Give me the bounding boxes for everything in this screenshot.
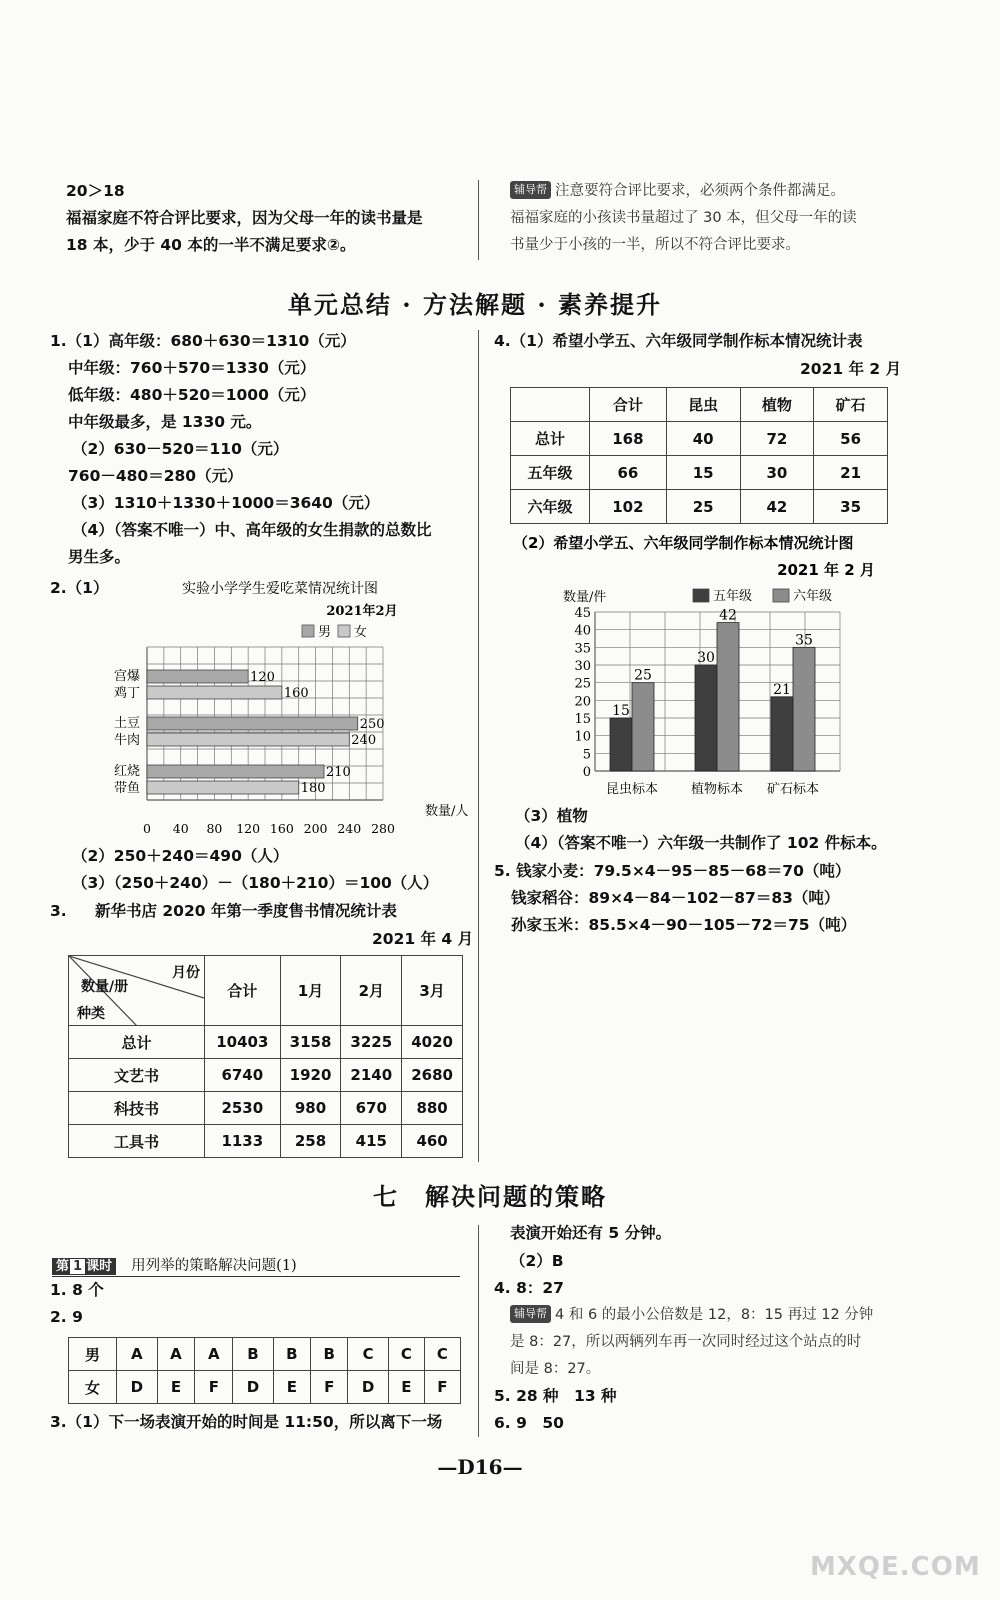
specimen-table [510, 387, 888, 524]
table-header-row [511, 388, 888, 422]
cell: 10403 [205, 1026, 281, 1059]
chart-bars [147, 670, 385, 796]
category-label: 牛肉 [113, 733, 140, 748]
text-line: 孙家玉米：85.5×4－90－105－72＝75（吨） [511, 916, 857, 934]
top-divider [478, 180, 479, 260]
q4-answers [515, 803, 887, 857]
cell: 40 [666, 422, 740, 456]
legend-label: 五年级 [713, 589, 753, 604]
data-label: 210 [326, 765, 351, 780]
lesson-post: 课时 [86, 1259, 113, 1274]
tick-label: 240 [337, 821, 362, 836]
table-row [511, 422, 888, 456]
bar [147, 717, 358, 730]
bar [695, 665, 717, 771]
text-line: （3）（250＋240）－（180＋210）＝100（人） [72, 874, 439, 892]
q3-date: 2021 年 4 月 [372, 930, 474, 948]
middle-divider [478, 330, 479, 1162]
table-row [69, 1338, 461, 1371]
data-label: 120 [250, 670, 275, 685]
bar [632, 683, 654, 771]
cell: C [348, 1338, 388, 1371]
cell: 56 [814, 422, 888, 456]
text-line: 1.（1）高年级：680＋630＝1310（元） [50, 332, 356, 350]
table-row [511, 490, 888, 524]
table-header [511, 388, 590, 422]
tick-label: 200 [303, 821, 328, 836]
data-label: 160 [283, 686, 309, 701]
data-label: 30 [697, 650, 715, 666]
r-line-3: 4. 8：27 [494, 1279, 564, 1297]
text-line: 间是 8：27。 [510, 1361, 601, 1377]
row-label: 总计 [511, 422, 590, 456]
cell: D [348, 1371, 388, 1404]
cell: F [311, 1371, 348, 1404]
tick-label: 80 [206, 821, 223, 836]
row-label: 科技书 [69, 1092, 205, 1125]
tick-label: 5 [582, 747, 591, 763]
table-row [511, 456, 888, 490]
tick-label: 0 [143, 821, 151, 836]
text-line: 1. 8 个 [50, 1281, 104, 1299]
axis-ticks [574, 606, 591, 780]
category-label: 宫爆 [113, 669, 140, 684]
category-label: 带鱼 [113, 781, 140, 796]
text-line: （4）（答案不唯一）六年级一共制作了 102 件标本。 [515, 834, 887, 852]
tick-label: 35 [574, 641, 591, 657]
page-number: —D16— [437, 1455, 523, 1479]
row-label: 文艺书 [69, 1059, 205, 1092]
category-label: 植物标本 [690, 782, 744, 797]
cell: 25 [666, 490, 740, 524]
cell: 3158 [280, 1026, 341, 1059]
vertical-bar-chart [495, 528, 905, 803]
cell: D [233, 1371, 273, 1404]
q3-label: 3. [50, 902, 67, 920]
table-header: 3月 [402, 956, 463, 1026]
bar [147, 781, 299, 794]
cell: 30 [740, 456, 814, 490]
cell: 980 [280, 1092, 341, 1125]
cell: E [157, 1371, 195, 1404]
lesson-pre: 第 [56, 1259, 70, 1274]
q4-title: 4.（1）希望小学五、六年级同学制作标本情况统计表 [494, 332, 863, 350]
table-header: 昆虫 [666, 388, 740, 422]
text-line: 4 和 6 的最小公倍数是 12，8：15 再过 12 分钟 [555, 1307, 874, 1323]
text-line: 低年级：480＋520＝1000（元） [68, 386, 316, 404]
table-row [69, 1059, 463, 1092]
table-row [69, 1092, 463, 1125]
tick-label: 10 [574, 729, 591, 745]
cell: 415 [341, 1125, 402, 1158]
cell: 66 [590, 456, 667, 490]
data-label: 180 [300, 781, 326, 796]
corner-top-label: 月份 [172, 965, 200, 981]
sales-table [68, 955, 463, 1158]
row-label: 总计 [69, 1026, 205, 1059]
q3-title: 新华书店 2020 年第一季度售书情况统计表 [95, 902, 397, 920]
r-line-4: 5. 28 种 13 种 [494, 1387, 617, 1405]
top-left-text [66, 178, 423, 259]
table-header: 植物 [740, 388, 814, 422]
tick-label: 15 [574, 712, 591, 727]
tick-label: 20 [574, 694, 591, 710]
q1-answer [50, 328, 432, 571]
text-line: 18 本，少于 40 本的一半不满足要求②。 [66, 236, 356, 254]
data-label: 250 [359, 717, 385, 732]
text-line: 20＞18 [66, 182, 125, 200]
lesson-title: 用列举的策略解决问题(1) [131, 1258, 297, 1274]
data-label: 35 [795, 632, 813, 649]
legend-label: 女 [354, 625, 368, 640]
row-label: 男 [69, 1338, 117, 1371]
table-header: 合计 [205, 956, 281, 1026]
bar [793, 647, 815, 771]
cell: 2530 [205, 1092, 281, 1125]
corner-header [69, 956, 205, 1026]
legend-label: 男 [318, 625, 332, 640]
table-header: 合计 [590, 388, 667, 422]
text-line: 书量少于小孩的一半，所以不符合评比要求。 [510, 237, 800, 253]
axis-ticks [143, 821, 395, 836]
section-title: 单元总结 · 方法解题 · 素养提升 [287, 290, 663, 319]
text-line: （4）（答案不唯一）中、高年级的女生捐款的总数比 [72, 521, 432, 539]
category-label: 土豆 [113, 716, 140, 731]
horizontal-bar-chart [100, 575, 470, 840]
q2-answers [72, 843, 438, 897]
row-label: 工具书 [69, 1125, 205, 1158]
row-label: 六年级 [511, 490, 590, 524]
tick-label: 45 [574, 606, 591, 621]
cell: 258 [280, 1125, 341, 1158]
cell: C [388, 1338, 424, 1371]
cell: 880 [402, 1092, 463, 1125]
data-label: 25 [634, 667, 652, 684]
cell: A [117, 1338, 157, 1371]
legend-swatch [773, 589, 789, 602]
cell: B [273, 1338, 310, 1371]
corner-mid-label: 数量/册 [81, 979, 129, 995]
text-line: 福福家庭不符合评比要求，因为父母一年的读书量是 [66, 209, 423, 227]
legend-label: 六年级 [793, 589, 833, 604]
cell: 1133 [205, 1125, 281, 1158]
table-row [69, 1026, 463, 1059]
text-line: （3）植物 [515, 807, 588, 825]
cell: 102 [590, 490, 667, 524]
r-line-5: 6. 9 50 [494, 1414, 564, 1432]
cell: A [157, 1338, 195, 1371]
chart-title: 实验小学学生爱吃菜情况统计图 [182, 581, 378, 597]
lesson-badge [52, 1258, 116, 1275]
q4-date: 2021 年 2 月 [800, 360, 902, 378]
chart-legend [693, 588, 832, 604]
bar [147, 765, 324, 778]
tick-label: 280 [371, 821, 395, 836]
bar [147, 686, 282, 699]
text-line: （3）1310＋1330＋1000＝3640（元） [72, 494, 380, 512]
data-label: 15 [612, 703, 630, 719]
row-label: 女 [69, 1371, 117, 1404]
cell: 6740 [205, 1059, 281, 1092]
chart-title: （2）希望小学五、六年级同学制作标本情况统计图 [513, 534, 854, 552]
chart-legend [302, 625, 367, 640]
bar [771, 697, 793, 771]
hint-badge: 辅导帮 [510, 181, 551, 199]
text-line: 注意要符合评比要求，必须两个条件都满足。 [555, 183, 845, 199]
text-line: （2）630－520＝110（元） [72, 440, 289, 458]
data-label: 240 [351, 733, 377, 748]
data-label: 42 [719, 607, 737, 624]
cell: 3225 [341, 1026, 402, 1059]
cell: B [233, 1338, 273, 1371]
tick-label: 0 [582, 765, 591, 780]
bar [610, 718, 632, 771]
y-axis-label: 数量/件 [563, 590, 607, 605]
bar [717, 623, 739, 771]
text-line: 5. 钱家小麦：79.5×4－95－85－68＝70（吨） [494, 862, 851, 880]
chapter-title: 七 解决问题的策略 [373, 1182, 607, 1211]
pairing-table [68, 1337, 461, 1404]
category-label: 昆虫标本 [605, 782, 659, 797]
cell: 670 [341, 1092, 402, 1125]
category-labels [606, 781, 819, 797]
cell: 460 [402, 1125, 463, 1158]
q3-lesson-answer: 3.（1）下一场表演开始的时间是 11:50，所以离下一场 [50, 1413, 443, 1431]
q5-answers [494, 858, 856, 939]
lesson-number: 1 [70, 1259, 85, 1274]
text-line: 男生多。 [68, 548, 131, 566]
cell: F [424, 1371, 460, 1404]
tick-label: 40 [172, 821, 189, 836]
cell: F [195, 1371, 233, 1404]
text-line: 2. 9 [50, 1308, 83, 1326]
text-line: 中年级最多，是 1330 元。 [68, 413, 262, 431]
lesson-answers [50, 1277, 104, 1331]
lesson-header [52, 1254, 460, 1277]
category-labels [114, 668, 140, 796]
text-line: 是 8：27，所以两辆列车再一次同时经过这个站点的时 [510, 1334, 862, 1350]
cell: E [388, 1371, 424, 1404]
tick-label: 120 [236, 821, 261, 836]
legend-swatch [693, 589, 709, 602]
r-line-1: 表演开始还有 5 分钟。 [510, 1224, 672, 1242]
cell: B [311, 1338, 348, 1371]
bottom-divider [478, 1225, 479, 1437]
cell: 35 [814, 490, 888, 524]
x-axis-label: 数量/人 [425, 804, 469, 819]
r-line-2: （2）B [510, 1252, 564, 1270]
text-line: 760－480＝280（元） [68, 467, 243, 485]
table-row [69, 1371, 461, 1404]
legend-swatch [338, 625, 350, 637]
cell: 4020 [402, 1026, 463, 1059]
cell: C [424, 1338, 460, 1371]
cell: 15 [666, 456, 740, 490]
text-line: 福福家庭的小孩读书量超过了 30 本，但父母一年的读 [510, 210, 857, 226]
cell: E [273, 1371, 310, 1404]
tick-label: 25 [574, 676, 591, 692]
cell: A [195, 1338, 233, 1371]
cell: 2680 [402, 1059, 463, 1092]
category-label: 鸡丁 [113, 686, 140, 701]
table-header: 1月 [280, 956, 341, 1026]
data-label: 21 [773, 681, 791, 698]
cell: 21 [814, 456, 888, 490]
chart-bars [610, 608, 815, 771]
tick-label: 40 [574, 623, 591, 639]
row-label: 五年级 [511, 456, 590, 490]
text-line: 中年级：760＋570＝1330（元） [68, 359, 316, 377]
cell: 168 [590, 422, 667, 456]
top-right-hint [510, 178, 857, 259]
cell: 2140 [341, 1059, 402, 1092]
hint-badge: 辅导帮 [510, 1305, 551, 1323]
category-label: 红烧 [113, 764, 140, 779]
legend-swatch [302, 625, 314, 637]
tick-label: 30 [574, 659, 591, 674]
text-line: （2）250＋240＝490（人） [72, 847, 289, 865]
bar [147, 733, 349, 746]
tick-label: 160 [269, 821, 294, 836]
chart-subtitle: 2021年2月 [326, 604, 398, 619]
cell: 1920 [280, 1059, 341, 1092]
category-label: 矿石标本 [766, 782, 820, 797]
watermark: MXQE.COM [810, 1552, 981, 1582]
text-line: 钱家稻谷：89×4－84－102－87＝83（吨） [511, 889, 840, 907]
q2-label: 2.（1） [50, 579, 109, 597]
corner-bottom-label: 种类 [77, 1006, 105, 1022]
r-hint [510, 1302, 873, 1383]
table-header: 2月 [341, 956, 402, 1026]
table-header: 矿石 [814, 388, 888, 422]
bar [147, 670, 248, 683]
cell: D [117, 1371, 157, 1404]
cell: 72 [740, 422, 814, 456]
table-row [69, 1125, 463, 1158]
cell: 42 [740, 490, 814, 524]
chart-subtitle: 2021 年 2 月 [777, 561, 875, 579]
